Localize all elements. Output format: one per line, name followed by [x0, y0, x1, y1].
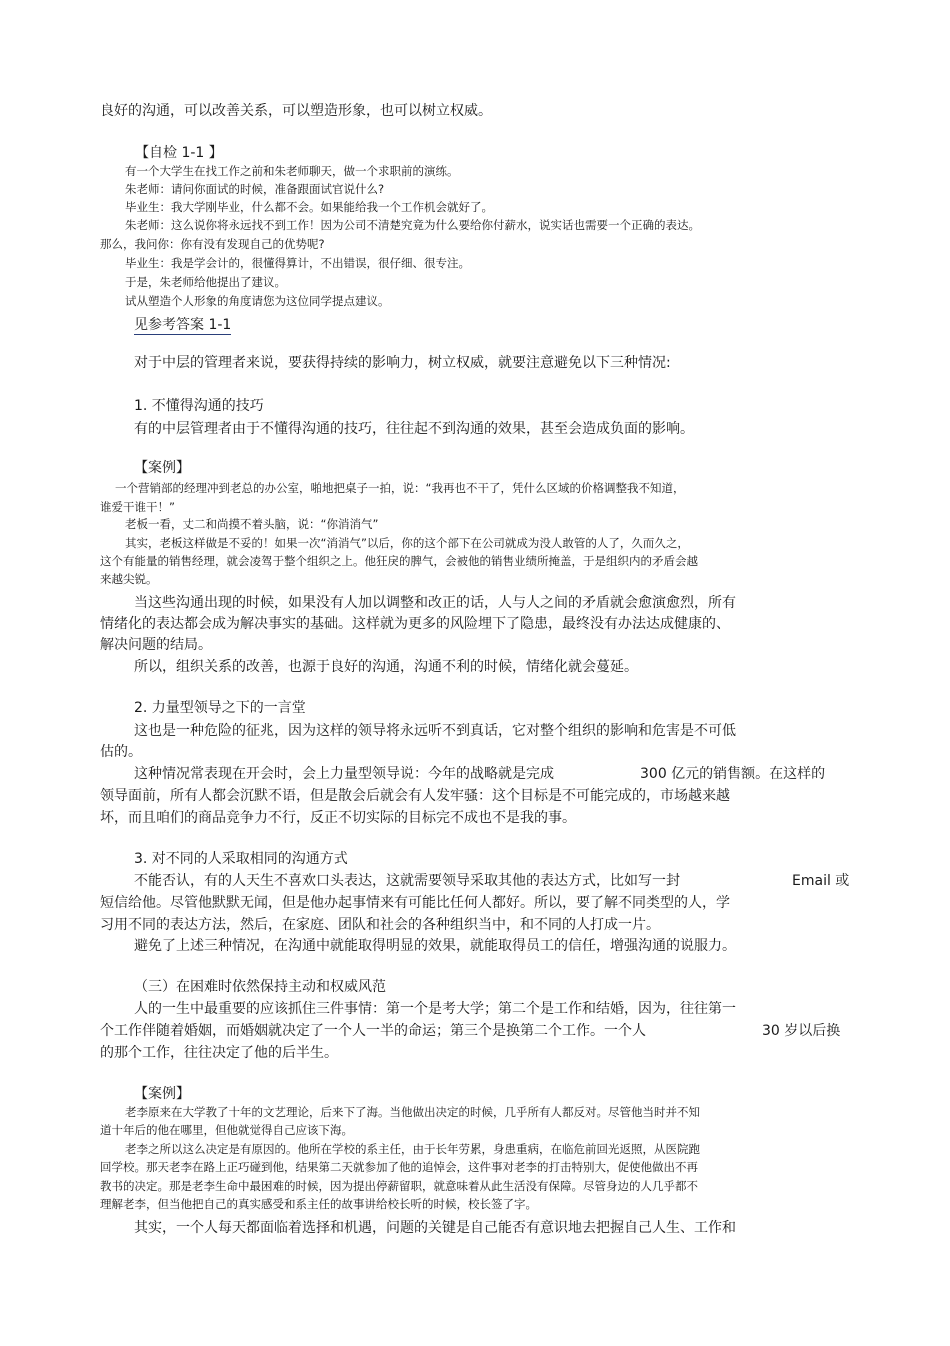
case-line: 老李之所以这么决定是有原因的。他所在学校的系主任，由于长年劳累，身患重病，在临危前回光返照，从医院跑 [125, 1142, 700, 1156]
self-check-line: 试从塑造个人形象的角度请您为这位同学提点建议。 [125, 294, 390, 308]
section-heading: 2. 力量型领导之下的一言堂 [134, 700, 306, 716]
self-check-line: 那么，我问你：你有没有发现自己的优势呢? [100, 237, 325, 251]
paragraph-line: 坏，而且咱们的商品竞争力不行，反正不切实际的目标完不成也不是我的事。 [100, 810, 576, 826]
case-line: 老李原来在大学教了十年的文艺理论，后来下了海。当他做出决定的时候，几乎所有人都反对。尽管他当时并不知 [125, 1105, 700, 1119]
paragraph-line: 的那个工作，往往决定了他的后半生。 [100, 1045, 338, 1061]
case-line: 这个有能量的销售经理，就会凌驾于整个组织之上。他狂戾的脾气，会被他的销售业绩所掩盖，于是组织内的矛盾会越 [100, 554, 698, 568]
case-title: 【案例】 [134, 1086, 190, 1102]
paragraph-line: 这种情况常表现在开会时，会上力量型领导说：今年的战略就是完成 [134, 766, 554, 782]
paragraph-line: 300 亿元的销售额。在这样的 [640, 766, 826, 782]
self-check-line: 有一个大学生在找工作之前和朱老师聊天，做一个求职前的演练。 [125, 164, 459, 178]
paragraph: 避免了上述三种情况，在沟通中就能取得明显的效果，就能取得员工的信任，增强沟通的说服力。 [134, 938, 736, 954]
paragraph-line: 情绪化的表达都会成为解决事实的基础。这样就为更多的风险埋下了隐患，最终没有办法达成健康的、 [100, 616, 730, 632]
paragraph-line: 个工作伴随着婚姻，而婚姻就决定了一个人一半的命运；第三个是换第二个工作。一个人 [100, 1023, 646, 1039]
paragraph-line: 人的一生中最重要的应该抓住三件事情：第一个是考大学；第二个是工作和结婚，因为，往往第一 [134, 1001, 736, 1017]
paragraph: 所以，组织关系的改善，也源于良好的沟通，沟通不利的时候，情绪化就会蔓延。 [134, 659, 638, 675]
paragraph-line: 习用不同的表达方法，然后，在家庭、团队和社会的各种组织当中，和不同的人打成一片。 [100, 917, 660, 933]
paragraph-line: 不能否认，有的人天生不喜欢口头表达，这就需要领导采取其他的表达方式，比如写一封 [134, 873, 680, 889]
mid-intro-paragraph: 对于中层的管理者来说，要获得持续的影响力，树立权威，就要注意避免以下三种情况: [134, 355, 671, 371]
paragraph-line: 这也是一种危险的征兆，因为这样的领导将永远听不到真话，它对整个组织的影响和危害是不可低 [134, 723, 736, 739]
self-check-title: 【自检 1-1 】 [135, 145, 223, 161]
paragraph-line: 估的。 [100, 744, 142, 760]
case-line: 谁爱干谁干！” [100, 500, 175, 514]
self-check-line: 朱老师：请问你面试的时候，准备跟面试官说什么? [125, 182, 385, 196]
paragraph-line: 30 岁以后换 [762, 1023, 841, 1039]
self-check-line: 毕业生：我是学会计的，很懂得算计，不出错误，很仔细、很专注。 [125, 256, 470, 270]
intro-paragraph: 良好的沟通，可以改善关系，可以塑造形象，也可以树立权威。 [100, 103, 492, 119]
case-line: 来越尖锐。 [100, 572, 158, 586]
paragraph: 有的中层管理者由于不懂得沟通的技巧，往往起不到沟通的效果，甚至会造成负面的影响。 [134, 421, 694, 437]
case-line: 教书的决定。那是老李生命中最困难的时候，因为提出停薪留职，就意味着从此生活没有保障。尽管身边的人几乎都不 [100, 1179, 698, 1193]
reference-answer-link[interactable]: 见参考答案 1-1 [134, 317, 232, 333]
section-heading: 1. 不懂得沟通的技巧 [134, 398, 264, 414]
case-title: 【案例】 [134, 460, 190, 476]
paragraph-line: Email 或 [792, 873, 850, 889]
case-line: 其实，老板这样做是不妥的！如果一次“消消气”以后，你的这个部下在公司就成为没人敢管的人了，久而久之， [125, 536, 689, 550]
section-heading: （三）在困难时依然保持主动和权威风范 [134, 979, 386, 995]
self-check-line: 朱老师：这么说你将永远找不到工作！因为公司不清楚究竟为什么要给你付薪水，说实话也需要一个正确的表达。 [125, 218, 700, 232]
self-check-line: 毕业生：我大学刚毕业，什么都不会。如果能给我一个工作机会就好了。 [125, 200, 493, 214]
case-line: 一个营销部的经理冲到老总的办公室，啪地把桌子一拍，说：“我再也不干了，凭什么区域的价格调整我不知道， [115, 481, 685, 495]
case-line: 老板一看，丈二和尚摸不着头脑，说：“你消消气” [125, 517, 379, 531]
paragraph-line: 短信给他。尽管他默默无闻，但是他办起事情来有可能比任何人都好。所以，要了解不同类型的人，学 [100, 895, 730, 911]
case-line: 理解老李，但当他把自己的真实感受和系主任的故事讲给校长听的时候，校长签了字。 [100, 1197, 537, 1211]
self-check-line: 于是，朱老师给他提出了建议。 [125, 275, 286, 289]
paragraph-line: 当这些沟通出现的时候，如果没有人加以调整和改正的话，人与人之间的矛盾就会愈演愈烈，所有 [134, 595, 736, 611]
paragraph-line: 领导面前，所有人都会沉默不语，但是散会后就会有人发牢骚：这个目标是不可能完成的，市场越来越 [100, 788, 730, 804]
case-line: 道十年后的他在哪里，但他就觉得自己应该下海。 [100, 1123, 353, 1137]
paragraph-line: 其实，一个人每天都面临着选择和机遇，问题的关键是自己能否有意识地去把握自己人生、工作和 [134, 1220, 736, 1236]
case-line: 回学校。那天老李在路上正巧碰到他，结果第二天就参加了他的追悼会，这件事对老李的打击特别大，促使他做出不再 [100, 1160, 698, 1174]
paragraph-line: 解决问题的结局。 [100, 637, 212, 653]
section-heading: 3. 对不同的人采取相同的沟通方式 [134, 851, 348, 867]
